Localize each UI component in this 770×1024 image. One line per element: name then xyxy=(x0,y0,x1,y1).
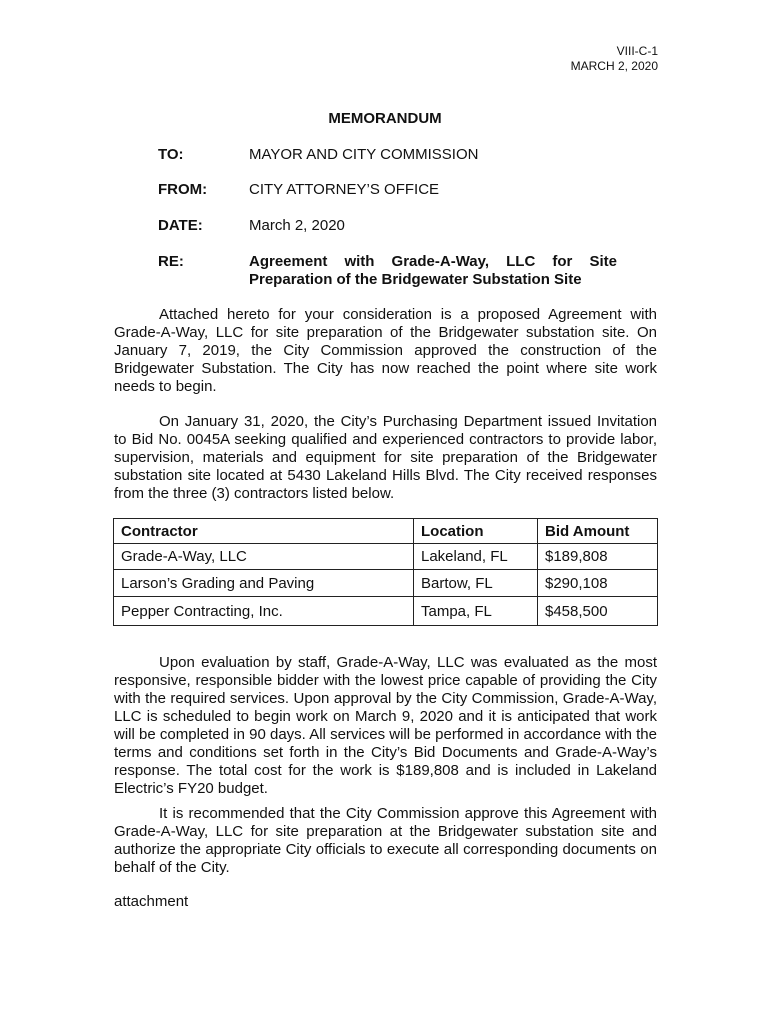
cell-location: Bartow, FL xyxy=(414,570,538,597)
paragraph-intro: Attached hereto for your consideration is a proposed Agreement with Grade-A-Way, LLC for site preparation of the Bridgewater substation site. On January 7, 2019, the City Commission approved the construction of the Bridgewater Substation. The City has now reached the point where site work needs to begin. xyxy=(114,306,657,395)
table-row xyxy=(114,570,658,597)
cell-location: Lakeland, FL xyxy=(414,544,538,570)
cell-bid-amount: $290,108 xyxy=(538,570,658,597)
table-header-row xyxy=(114,519,658,544)
from-value: CITY ATTORNEY’S OFFICE xyxy=(249,181,440,198)
date-value: March 2, 2020 xyxy=(249,217,345,234)
from-label: FROM: xyxy=(158,181,208,198)
re-label: RE: xyxy=(158,253,184,270)
memo-title: MEMORANDUM xyxy=(328,110,442,127)
cell-contractor: Pepper Contracting, Inc. xyxy=(114,597,414,626)
re-subject-line-1: Agreement with Grade-A-Way, LLC for Site xyxy=(249,253,617,270)
attachment-note: attachment xyxy=(114,893,189,910)
reference-code: VIII-C-1 xyxy=(616,44,658,58)
to-value: MAYOR AND CITY COMMISSION xyxy=(249,146,479,163)
cell-location: Tampa, FL xyxy=(414,597,538,626)
cell-bid-amount: $458,500 xyxy=(538,597,658,626)
paragraph-evaluation: Upon evaluation by staff, Grade-A-Way, LLC was evaluated as the most responsive, responsible bidder with the lowest price capable of providing the City with the required services. Upon approval by the City Commission, Grade-A-Way, LLC is scheduled to begin work on March 9, 2020 and it is anticipated that work will be completed in 90 days. All services will be performed in accordance with the terms and conditions set forth in the City’s Bid Documents and Grade-A-Way’s response. The total cost for the work is $189,808 and is included in Lakeland Electric’s FY20 budget. xyxy=(114,654,657,797)
bids-table xyxy=(113,518,658,626)
cell-contractor: Larson’s Grading and Paving xyxy=(114,570,414,597)
cell-bid-amount: $189,808 xyxy=(538,544,658,570)
document-reference xyxy=(571,44,658,74)
date-label: DATE: xyxy=(158,217,203,234)
column-header-bid-amount: Bid Amount xyxy=(538,519,658,544)
table-row xyxy=(114,597,658,626)
re-subject-line-2: Preparation of the Bridgewater Substation Site xyxy=(249,271,582,288)
reference-date: MARCH 2, 2020 xyxy=(570,59,658,73)
column-header-contractor: Contractor xyxy=(114,519,414,544)
column-header-location: Location xyxy=(414,519,538,544)
paragraph-bid-invitation: On January 31, 2020, the City’s Purchasing Department issued Invitation to Bid No. 0045A seeking qualified and experienced contractors to provide labor, supervision, materials and equipment for site preparation of the Bridgewater substation site located at 5430 Lakeland Hills Blvd. The City received responses from the three (3) contractors listed below. xyxy=(114,413,657,502)
paragraph-recommendation: It is recommended that the City Commission approve this Agreement with Grade-A-Way, LLC for site preparation at the Bridgewater substation site and authorize the appropriate City officials to execute all corresponding documents on behalf of the City. xyxy=(114,805,657,876)
re-subject xyxy=(249,253,617,289)
table-row xyxy=(114,544,658,570)
cell-contractor: Grade-A-Way, LLC xyxy=(114,544,414,570)
to-label: TO: xyxy=(158,146,184,163)
